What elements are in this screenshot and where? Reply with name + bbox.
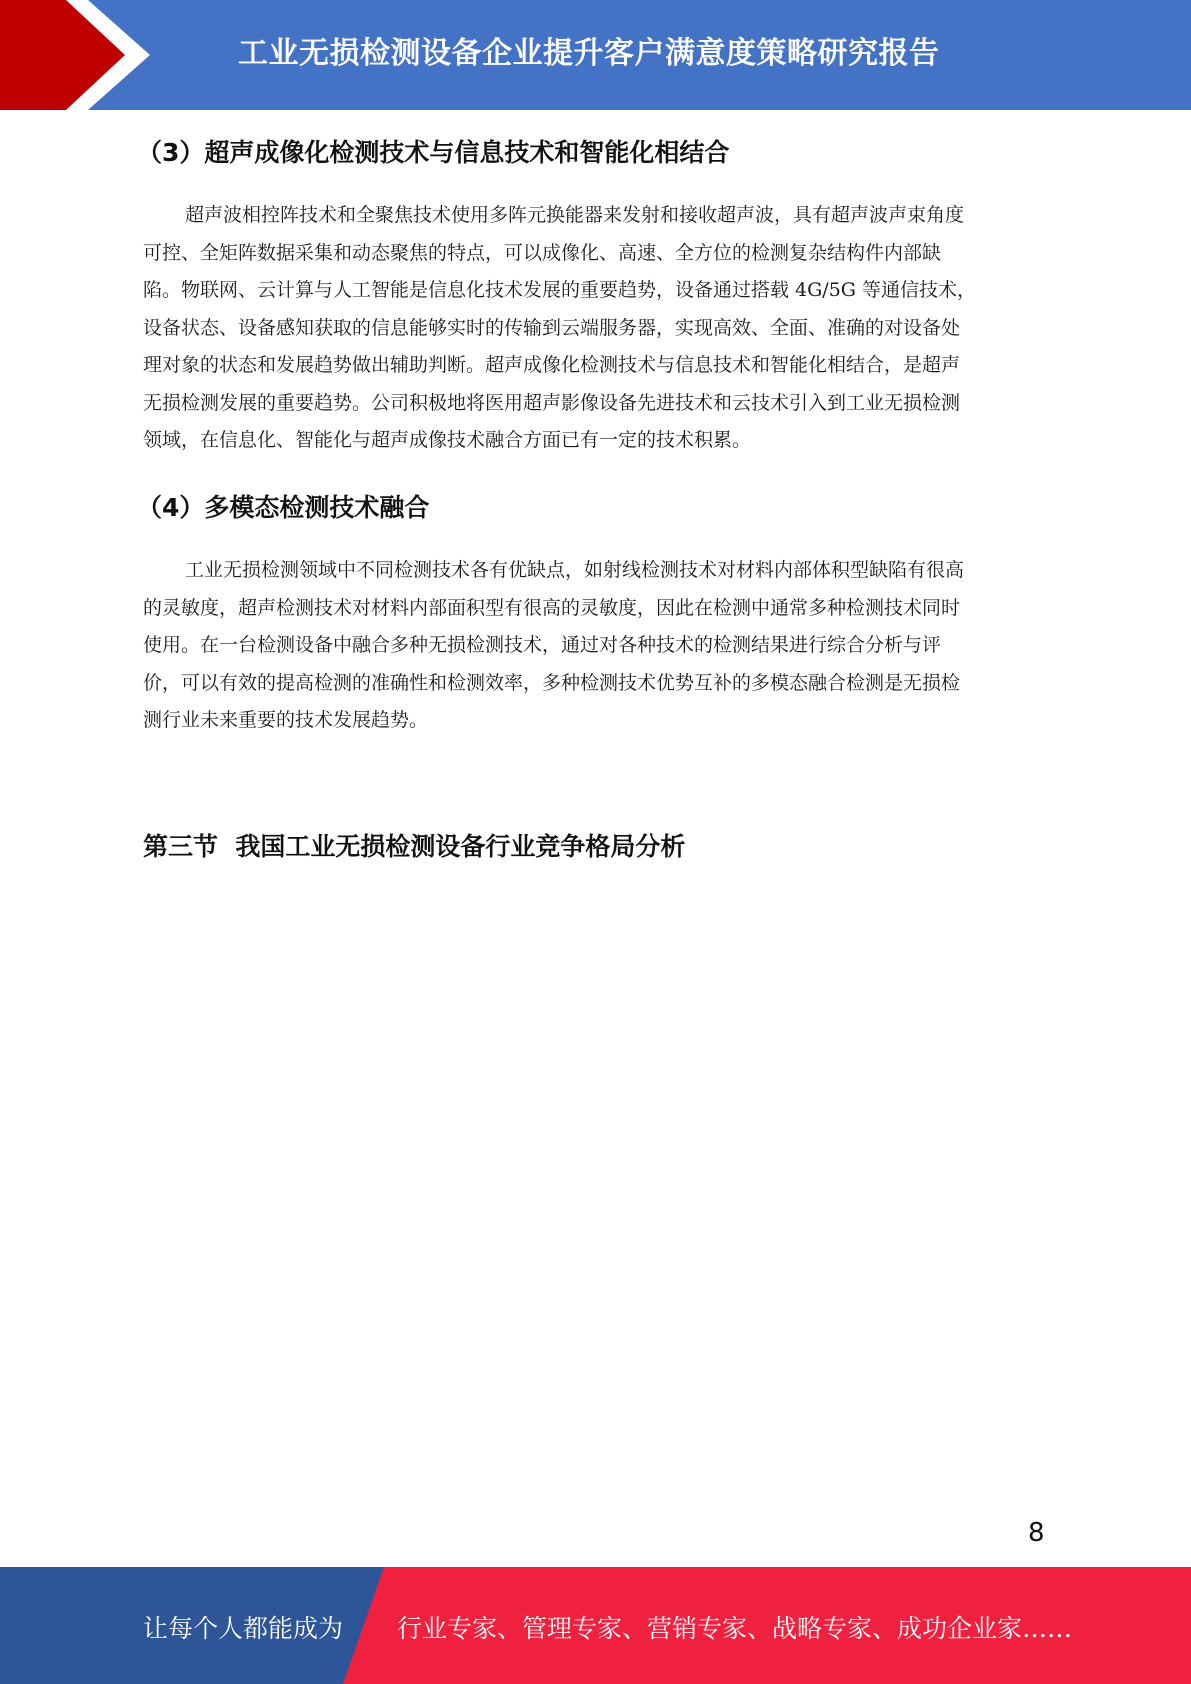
subsection-4-paragraph [143, 552, 1046, 740]
paragraph-line: 可控、全矩阵数据采集和动态聚焦的特点，可以成像化、高速、全方位的检测复杂结构件内部缺 [143, 241, 942, 264]
page-footer [0, 1567, 1191, 1684]
subsection-heading-3: （3）超声成像化检测技术与信息技术和智能化相结合 [137, 138, 730, 167]
report-title: 工业无损检测设备企业提升客户满意度策略研究报告 [238, 36, 940, 71]
paragraph-line: 使用。在一台检测设备中融合多种无损检测技术，通过对各种技术的检测结果进行综合分析与评 [143, 634, 942, 656]
footer-slogan-left: 让每个人都能成为 [143, 1614, 344, 1643]
paragraph-line: 的灵敏度，超声检测技术对材料内部面积型有很高的灵敏度，因此在检测中通常多种检测技术同时 [143, 596, 961, 619]
paragraph-line: 无损检测发展的重要趋势。公司积极地将医用超声影像设备先进技术和云技术引入到工业无损检测 [143, 391, 961, 414]
page-header [0, 0, 1191, 110]
paragraph-line: 陷。物联网、云计算与人工智能是信息化技术发展的重要趋势，设备通过搭载 4G/5G 等通信技术， [143, 279, 977, 301]
section-title: 第三节 我国工业无损检测设备行业竞争格局分析 [143, 832, 686, 861]
paragraph-line: 测行业未来重要的技术发展趋势。 [143, 709, 429, 731]
subsection-3-paragraph [143, 197, 1046, 460]
footer-slogan-right: 行业专家、管理专家、营销专家、战略专家、成功企业家…… [397, 1614, 1073, 1643]
paragraph-line: 超声波相控阵技术和全聚焦技术使用多阵元换能器来发射和接收超声波，具有超声波声束角度 [185, 204, 965, 226]
paragraph-line: 领域，在信息化、智能化与超声成像技术融合方面已有一定的技术积累。 [143, 429, 752, 451]
paragraph-line: 价，可以有效的提高检测的准确性和检测效率，多种检测技术优势互补的多模态融合检测是无损检 [143, 671, 961, 694]
paragraph-line: 工业无损检测领域中不同检测技术各有优缺点，如射线检测技术对材料内部体积型缺陷有很高 [185, 559, 965, 581]
page-number: 8 [1028, 1518, 1045, 1548]
paragraph-line: 设备状态、设备感知获取的信息能够实时的传输到云端服务器，实现高效、全面、准确的对设备处 [143, 316, 961, 339]
subsection-heading-4: （4）多模态检测技术融合 [137, 493, 430, 522]
paragraph-line: 理对象的状态和发展趋势做出辅助判断。超声成像化检测技术与信息技术和智能化相结合，是超声 [143, 354, 961, 376]
